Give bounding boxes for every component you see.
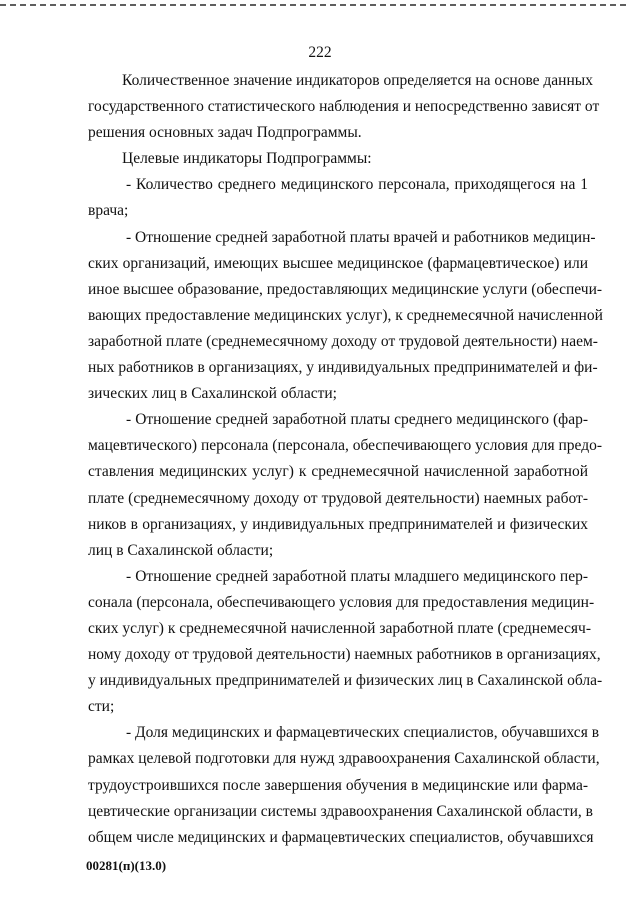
text-line: - Отношение средней заработной платы среднего медицинского (фар- — [126, 411, 588, 429]
text-line: ских организаций, имеющих высшее медицинское (фармацевтическое) или — [88, 254, 588, 272]
document-code: 00281(п)(13.0) — [86, 858, 167, 873]
text-line: заработной плате (среднемесячному доходу от трудовой деятельности) наем- — [88, 332, 598, 350]
text-line: - Отношение средней заработной платы врачей и работников медицин- — [126, 228, 596, 246]
text-line: ставления медицинских услуг) к среднемесячной начисленной заработной — [88, 463, 588, 481]
list-item-mid-level-salary-ratio — [88, 407, 603, 564]
text-line: решения основных задач Подпрограммы. — [88, 124, 362, 142]
list-item-junior-salary-ratio — [88, 564, 603, 721]
text-line: у индивидуальных предпринимателей и физических лиц в Сахалинской обла- — [88, 672, 603, 690]
paragraph-target-indicators-heading — [88, 146, 588, 172]
text-line: зических лиц в Сахалинской области; — [88, 385, 337, 403]
text-line: врача; — [88, 202, 129, 220]
text-line: общем числе медицинских и фармацевтических специалистов, обучавшихся — [88, 828, 594, 846]
page-number: 222 — [308, 44, 332, 61]
text-line: ному доходу от трудовой деятельности) наемных работников в организациях, — [88, 646, 601, 664]
scan-top-edge — [0, 4, 626, 6]
document-body — [88, 68, 603, 851]
list-item-doctor-salary-ratio — [88, 225, 603, 408]
text-line: Целевые индикаторы Подпрограммы: — [122, 150, 372, 168]
paragraph-indicator-basis — [88, 68, 600, 146]
text-line: вающих предоставление медицинских услуг), к среднемесячной начисленной — [88, 306, 603, 324]
text-line: Количественное значение индикаторов определяется на основе данных — [122, 72, 593, 89]
text-line: государственного статистического наблюдения и непосредственно зависят от — [88, 98, 600, 116]
text-line: - Количество среднего медицинского персонала, приходящегося на 1 — [126, 176, 588, 194]
text-line: плате (среднемесячному доходу от трудовой деятельности) наемных работ- — [88, 489, 588, 507]
text-line: сонала (персонала, обеспечивающего условия для предоставления медицин- — [88, 593, 595, 611]
text-line: - Доля медицинских и фармацевтических специалистов, обучавшихся в — [126, 724, 600, 742]
text-line: иное высшее образование, предоставляющих медицинские услуги (обеспечи- — [88, 280, 603, 298]
list-item-nurse-ratio — [88, 172, 588, 224]
text-line: - Отношение средней заработной платы младшего медицинского пер- — [126, 567, 588, 585]
text-line: рамках целевой подготовки для нужд здравоохранения Сахалинской области, — [88, 750, 600, 768]
text-line: цевтические организации системы здравоохранения Сахалинской области, в — [88, 802, 593, 820]
text-line: трудоустроившихся после завершения обучения в медицинские или фарма- — [88, 776, 588, 794]
text-line: лиц в Сахалинской области; — [88, 541, 274, 559]
text-line: сти; — [88, 698, 115, 716]
text-line: ных работников в организациях, у индивидуальных предпринимателей и фи- — [88, 359, 598, 377]
text-line: мацевтического) персонала (персонала, обеспечивающего условия для предо- — [88, 437, 603, 455]
text-line: ников в организациях, у индивидуальных предпринимателей и физических — [88, 515, 588, 533]
text-line: ских услуг) к среднемесячной начисленной заработной плате (среднемесяч- — [88, 619, 592, 637]
list-item-targeted-training-share — [88, 720, 600, 850]
